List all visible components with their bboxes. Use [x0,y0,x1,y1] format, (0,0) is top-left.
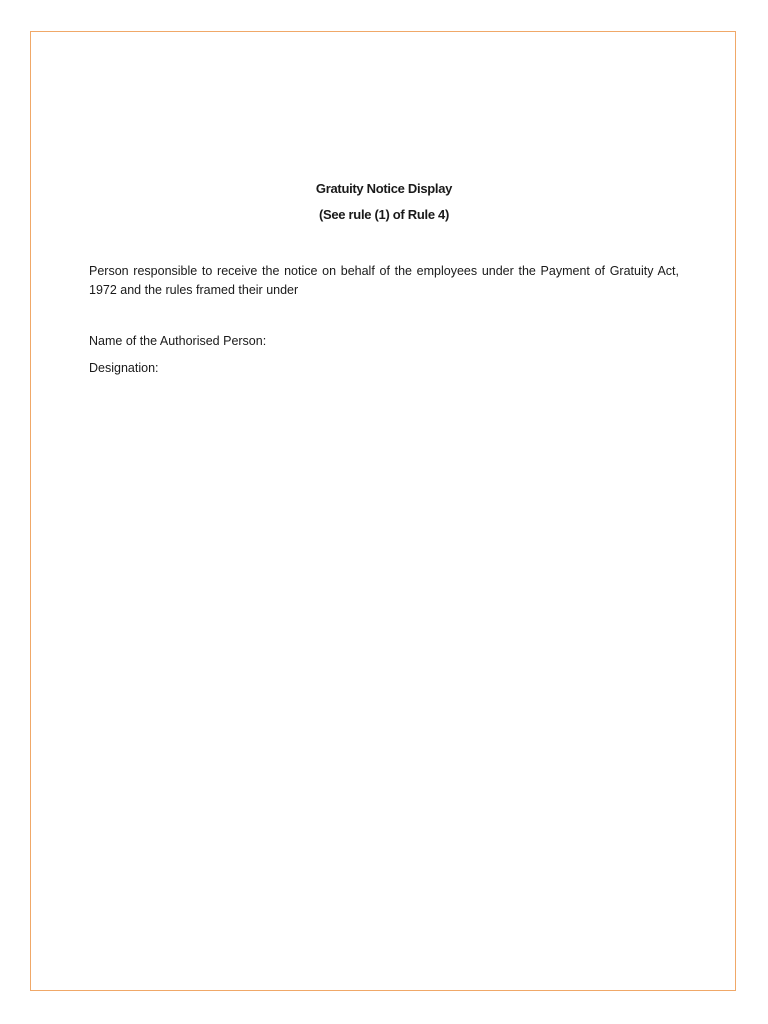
document-title: Gratuity Notice Display [315,181,453,196]
document-subtitle: (See rule (1) of Rule 4) [318,207,450,222]
designation-label: Designation: [89,361,159,375]
authorised-person-label: Name of the Authorised Person: [89,334,267,348]
page-border [30,31,736,991]
body-paragraph: Person responsible to receive the notice on behalf of the employees under the Payment of Gratuity Act, 1972 and the rules framed their under [89,264,679,297]
